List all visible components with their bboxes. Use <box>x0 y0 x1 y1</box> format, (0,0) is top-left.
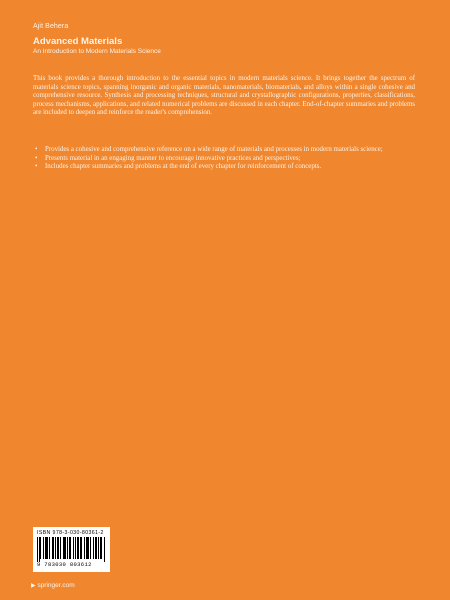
bullet-icon: • <box>35 154 38 162</box>
feature-text: Includes chapter summaries and problems at the end of every chapter for reinforcement of concepts. <box>45 163 322 171</box>
feature-item <box>33 146 405 155</box>
book-description: This book provides a thorough introduction to the essential topics in modern materials science. It brings together the spectrum of materials science topics, spanning inorganic and organic materials, nanomaterials, biomaterials, and alloys within a single cohesive and comprehensive resource. Synthesis and processing techniques, structural and crystallographic configurations, properties, classifications, process mechanisms, applications, and related numerical problems are discussed in each chapter. End-of-chapter summaries and problems are included to deepen and reinforce the reader's comprehension. <box>33 75 415 117</box>
isbn-barcode <box>33 527 110 572</box>
feature-item <box>33 155 405 164</box>
barcode-bars <box>37 537 106 562</box>
publisher-link[interactable] <box>31 582 75 589</box>
feature-list <box>33 146 405 172</box>
feature-text: Provides a cohesive and comprehensive reference on a wide range of materials and processes in modern materials science; <box>45 146 383 153</box>
feature-item <box>33 163 405 172</box>
book-subtitle: An Introduction to Modern Materials Science <box>33 48 161 55</box>
publisher-url: springer.com <box>37 582 75 589</box>
isbn-label: ISBN 978-3-030-80361-2 <box>37 530 104 536</box>
barcode-digits: 9 783030 803612 <box>37 561 92 568</box>
author-name: Ajit Behera <box>33 23 69 30</box>
arrow-right-icon: ▶ <box>31 583 36 589</box>
bullet-icon: • <box>35 163 38 171</box>
bullet-icon: • <box>35 146 38 153</box>
book-title: Advanced Materials <box>33 36 123 47</box>
feature-text: Presents material in an engaging manner to encourage innovative practices and perspectives; <box>45 154 301 162</box>
